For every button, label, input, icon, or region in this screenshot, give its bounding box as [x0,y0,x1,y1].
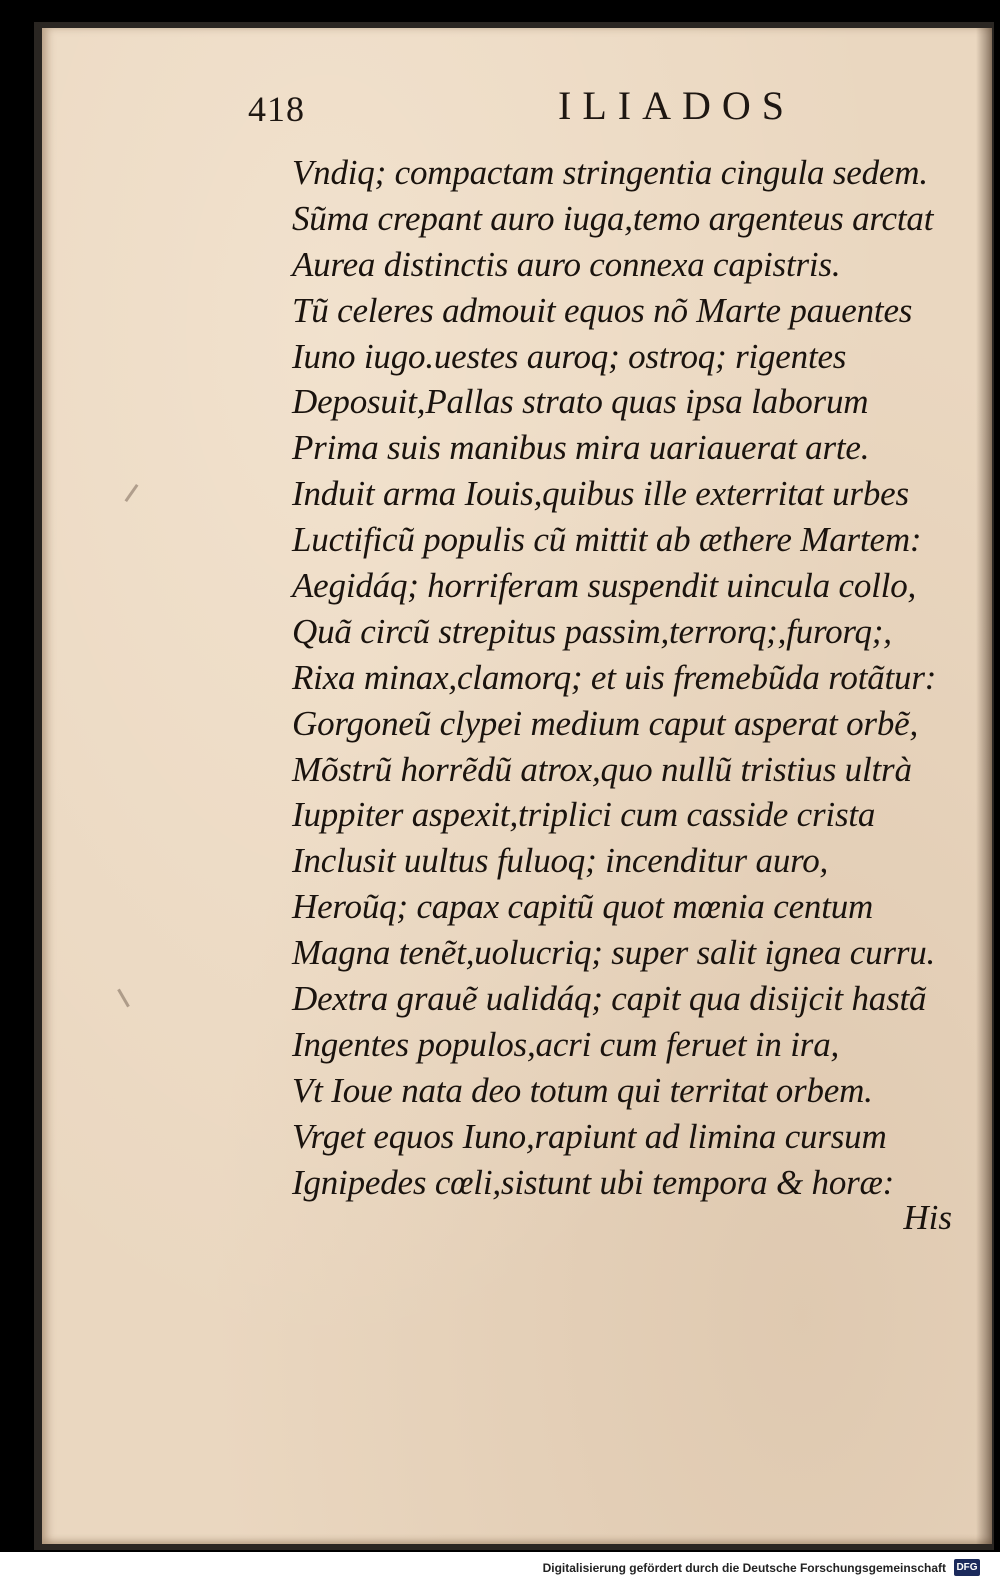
verse-line: Tũ celeres admouit equos nõ Marte pauentes [292,290,913,330]
funding-credit: Digitalisierung gefördert durch die Deutsche Forschungsgemeinschaft [542,1561,946,1575]
verse-line: Gorgoneũ clypei medium caput asperat orbẽ, [292,703,919,743]
verse-line: Luctificũ populis cũ mittit ab æthere Martem: [292,520,922,560]
verse-line: Iuno iugo.uestes auroq; ostroq; rigentes [292,336,847,376]
verse-line: Inclusit uultus fuluoq; incenditur auro, [292,841,829,881]
verse-line: Deposuit,Pallas strato quas ipsa laborum [292,382,869,422]
page-header [248,80,808,140]
verse-line: Vndiq; compactam stringentia cingula sedem. [292,153,928,192]
verse-text [292,150,962,1205]
verse-line: Heroũq; capax capitũ quot mœnia centum [292,887,874,927]
stray-ink-mark [117,989,130,1008]
verse-line: Vrget equos Iuno,rapiunt ad limina cursum [292,1116,887,1156]
running-title: ILIADOS [558,83,795,128]
dfg-logo-icon: DFG [954,1559,980,1576]
verse-line: Ingentes populos,acri cum feruet in ira, [292,1024,840,1064]
verse-line: Magna tenẽt,uolucriq; super salit ignea curru. [292,933,936,973]
digitization-footer [0,1552,1000,1588]
verse-line: Iuppiter aspexit,triplici cum casside crista [292,795,876,835]
verse-line: Ignipedes cœli,sistunt ubi tempora & horæ: [292,1162,895,1202]
verse-line: Prima suis manibus mira uariauerat arte. [292,428,870,468]
verse-line: Aegidáq; horriferam suspendit uincula collo, [292,566,917,606]
verse-line: Quã circũ strepitus passim,terrorq;,furorq;, [292,611,892,651]
page-number: 418 [248,89,305,129]
page-gutter-shade [976,28,992,1544]
verse-line: Rixa minax,clamorq; et uis fremebũda rotãtur: [292,657,937,697]
catchword: His [903,1198,952,1237]
verse-line: Dextra grauẽ ualidáq; capit qua disijcit hastã [292,979,927,1019]
verse-line: Induit arma Iouis,quibus ille exterritat urbes [292,474,909,514]
verse-line: Sũma crepant auro iuga,temo argenteus arctat [292,198,934,238]
verse-line: Mõstrũ horrẽdũ atrox,quo nullũ tristius ultrà [292,749,912,789]
verse-line: Vt Ioue nata deo totum qui territat orbem. [292,1070,873,1110]
stray-ink-mark [125,484,139,502]
verse-line: Aurea distinctis auro connexa capistris. [292,244,841,284]
